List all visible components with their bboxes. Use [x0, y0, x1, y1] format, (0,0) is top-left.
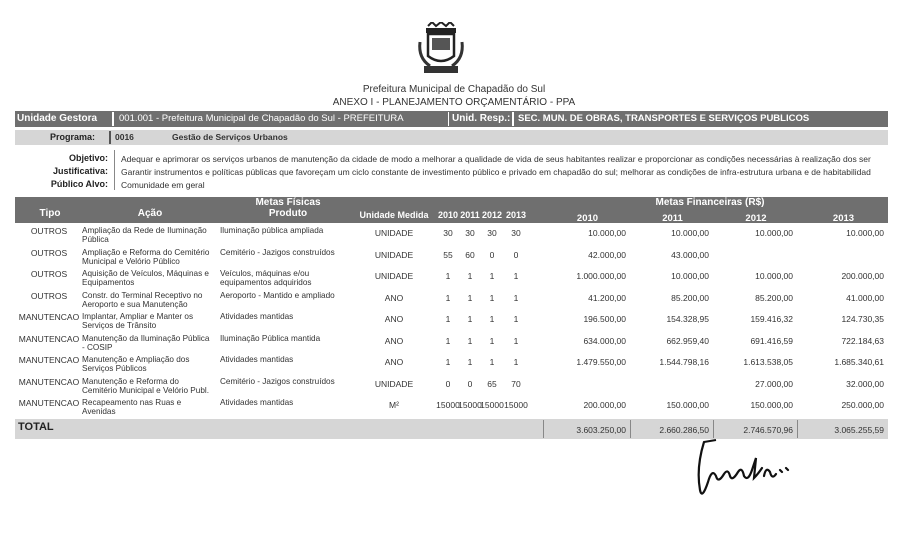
divider [448, 112, 449, 126]
tipo-cell: OUTROS [30, 247, 68, 258]
unidade-cell: ANO [384, 314, 404, 324]
acao-cell [82, 398, 181, 416]
total-divider [543, 420, 544, 438]
fis-value: 1 [489, 314, 495, 324]
program-code: 0016 [115, 132, 134, 142]
acao-line: Municipal e Velório Público [82, 256, 180, 266]
fin-value: 1.544.798,16 [659, 357, 709, 367]
program-bar [15, 130, 888, 145]
acao-cell [82, 226, 207, 244]
fis-value: 30 [511, 228, 521, 238]
col-tipo: Tipo [39, 208, 61, 219]
total-divider [630, 420, 631, 438]
fis-value: 0 [489, 249, 495, 260]
acao-cell [82, 334, 209, 352]
unidade-cell: UNIDADE [374, 271, 414, 281]
acao-line: Ampliação e Reforma do Cemitério [82, 247, 210, 257]
fis-value: 1 [489, 335, 495, 346]
fis-value: 15000 [504, 400, 528, 410]
acao-line: - COSIP [82, 342, 113, 352]
fin-value: 200.000,00 [583, 400, 626, 410]
col-fin-year: 2013 [832, 213, 855, 224]
col-fin-year: 2011 [662, 213, 683, 224]
tipo-cell: MANUTENCAO [18, 355, 80, 365]
produto-cell [220, 248, 335, 257]
fin-value: 1.685.340,61 [834, 357, 884, 367]
acao-cell [82, 355, 189, 373]
tipo-cell: MANUTENCAO [18, 376, 80, 387]
fin-value: 662.959,40 [666, 335, 709, 346]
fis-value: 15000 [436, 400, 460, 410]
fis-value: 60 [465, 249, 475, 260]
document-title: ANEXO I - PLANEJAMENTO ORÇAMENTÁRIO - PPA [332, 97, 576, 108]
tipo-cell: OUTROS [30, 290, 68, 301]
col-fis-year: 2011 [460, 210, 480, 220]
fis-value: 1 [445, 357, 451, 367]
total-divider [713, 420, 714, 438]
table-row [0, 312, 908, 334]
fis-value: 55 [443, 249, 453, 260]
bracket-mark [512, 112, 514, 126]
col-fis-year: 2010 [437, 210, 459, 220]
produto-line: equipamentos adquiridos [220, 278, 312, 287]
acao-line: Manutenção da Iluminação Pública [82, 333, 210, 343]
fin-value: 1.479.550,00 [576, 357, 626, 367]
fis-value: 30 [487, 228, 497, 238]
acao-line: Serviços de Trânsito [82, 321, 157, 330]
fis-value: 30 [465, 228, 475, 238]
tipo-cell: OUTROS [30, 269, 68, 279]
produto-line: Atividades mantidas [220, 355, 294, 364]
fin-value: 722.184,63 [841, 335, 884, 346]
fis-value: 1 [489, 292, 495, 303]
fin-value: 124.730,35 [841, 314, 884, 324]
produto-line: Veículos, máquinas e/ou [220, 269, 310, 278]
fis-value: 15000 [480, 400, 504, 410]
fin-value: 43.000,00 [671, 249, 709, 260]
produto-cell [220, 334, 320, 343]
acao-line: Constr. do Terminal Receptivo no [82, 290, 203, 300]
total-label: TOTAL [18, 421, 54, 433]
table-row [0, 355, 908, 377]
fis-value: 1 [513, 314, 519, 324]
fis-value: 1 [489, 357, 495, 367]
col-unidade: Unidade Medida [359, 210, 429, 220]
program-label: Programa: [49, 132, 95, 142]
signature-icon [686, 438, 796, 508]
info-divider [114, 150, 115, 190]
unidade-cell: ANO [384, 357, 404, 367]
fin-value: 10.000,00 [588, 228, 626, 238]
fis-value: 0 [445, 378, 451, 389]
fis-value: 1 [467, 357, 473, 367]
unidade-cell: ANO [384, 335, 404, 346]
acao-line: Cemitério Municipal e Velório Publ. [82, 385, 209, 395]
gestora-value: 001.001 - Prefeitura Municipal de Chapadão do Sul - PREFEITURA [119, 113, 404, 124]
fin-value: 10.000,00 [671, 228, 709, 238]
fin-value: 10.000,00 [755, 228, 793, 238]
total-value: 3.603.250,00 [576, 425, 626, 435]
fis-value: 0 [467, 378, 473, 389]
publico-text: Comunidade em geral [121, 180, 205, 190]
fin-value: 10.000,00 [755, 271, 793, 281]
acao-cell [82, 248, 209, 266]
fin-value: 634.000,00 [583, 335, 626, 346]
col-fin-year: 2012 [745, 213, 767, 224]
table-row [0, 334, 908, 356]
fin-value: 10.000,00 [846, 228, 884, 238]
acao-line: Pública [82, 235, 109, 244]
tipo-cell: MANUTENCAO [18, 312, 80, 322]
fis-value: 1 [467, 292, 473, 303]
col-fis-year: 2012 [481, 210, 503, 220]
produto-cell [220, 355, 293, 364]
fin-value: 85.200,00 [755, 292, 793, 303]
total-value: 2.660.286,50 [659, 425, 709, 435]
fis-value: 1 [467, 335, 473, 346]
fin-value: 41.200,00 [588, 292, 626, 303]
table-row [0, 269, 908, 291]
fis-value: 70 [511, 378, 521, 389]
produto-cell [220, 377, 335, 386]
table-row [0, 398, 908, 420]
produto-line: Cemitério - Jazigos construídos [220, 247, 335, 257]
fin-value: 154.328,95 [666, 314, 709, 324]
objetivo-label: Objetivo: [68, 153, 108, 163]
justificativa-text: Garantir instrumentos e políticas públicas que favoreçam um ciclo constante de investimento público e privado em chapadão do sul; melhorar as condições de infra-estrutura urbana e de habitabilidad [121, 167, 871, 177]
fin-value: 150.000,00 [750, 400, 793, 410]
produto-cell [220, 291, 335, 300]
fis-value: 1 [467, 314, 473, 324]
produto-line: Atividades mantidas [220, 312, 294, 321]
fin-value: 41.000,00 [846, 292, 884, 303]
produto-line: Cemitério - Jazigos construídos [220, 376, 335, 386]
table-row [0, 226, 908, 248]
fis-value: 1 [445, 335, 451, 346]
fis-value: 30 [443, 228, 453, 238]
acao-cell [82, 269, 209, 287]
fis-value: 1 [513, 357, 519, 367]
produto-line: Aeroporto - Mantido e ampliado [220, 290, 335, 300]
acao-line: Aquisição de Veículos, Máquinas e [82, 269, 209, 278]
resp-label: Unid. Resp.: [452, 113, 511, 124]
unidade-cell: M² [389, 400, 399, 410]
produto-cell [220, 312, 293, 321]
fin-value: 32.000,00 [846, 378, 884, 389]
acao-line: Equipamentos [82, 278, 135, 287]
fis-value: 1 [513, 271, 519, 281]
fin-value: 42.000,00 [588, 249, 626, 260]
acao-cell [82, 312, 193, 330]
col-produto: Produto [268, 208, 308, 219]
col-acao: Ação [137, 208, 163, 219]
fis-value: 1 [513, 292, 519, 303]
fin-value: 196.500,00 [583, 314, 626, 324]
table-row [0, 248, 908, 270]
fin-value: 27.000,00 [755, 378, 793, 389]
program-name: Gestão de Serviços Urbanos [172, 132, 288, 142]
fin-value: 250.000,00 [841, 400, 884, 410]
fis-value: 0 [513, 249, 519, 260]
bracket-mark [112, 112, 114, 126]
acao-line: Ampliação da Rede de Iluminação [82, 226, 207, 235]
acao-cell [82, 291, 202, 309]
acao-line: Avenidas [82, 407, 116, 416]
unidade-cell: UNIDADE [374, 249, 414, 260]
col-fin-year: 2010 [576, 213, 599, 224]
fin-value: 159.416,32 [750, 314, 793, 324]
produto-cell [220, 398, 293, 407]
acao-line: Serviços Públicos [82, 364, 147, 373]
objetivo-text: Adequar e aprimorar os serviços urbanos de manutenção da cidade de modo a melhorar a qualidade de vida de seus habitantes realizar e proporcionar as condições necessárias à realização dos ser [121, 154, 871, 164]
fin-value: 1.613.538,05 [743, 357, 793, 367]
unidade-cell: UNIDADE [374, 378, 414, 389]
produto-line: Atividades mantidas [220, 398, 294, 407]
total-value: 2.746.570,96 [743, 425, 793, 435]
publico-label: Público Alvo: [50, 179, 108, 189]
unidade-cell: UNIDADE [374, 228, 414, 238]
table-row [0, 291, 908, 313]
produto-cell [220, 269, 312, 287]
produto-line: Iluminação Pública mantida [220, 333, 321, 343]
fis-value: 1 [467, 271, 473, 281]
group-financeiras: Metas Financeiras (R$) [655, 197, 765, 208]
fis-value: 1 [445, 271, 451, 281]
justificativa-label: Justificativa: [52, 166, 108, 176]
fis-value: 1 [513, 335, 519, 346]
produto-line: Iluminação pública ampliada [220, 226, 324, 235]
total-divider [797, 420, 798, 438]
bracket-mark [109, 131, 111, 144]
fin-value: 1.000.000,00 [576, 271, 626, 281]
acao-line: Manutenção e Ampliação dos [82, 355, 190, 364]
col-fis-year: 2013 [505, 210, 527, 220]
table-row [0, 377, 908, 399]
fin-value: 85.200,00 [671, 292, 709, 303]
org-name: Prefeitura Municipal de Chapadão do Sul [362, 84, 546, 95]
unit-bar [15, 111, 888, 127]
acao-line: Implantar, Ampliar e Manter os [82, 312, 194, 321]
fin-value: 150.000,00 [666, 400, 709, 410]
produto-cell [220, 226, 323, 235]
fis-value: 1 [489, 271, 495, 281]
acao-line: Recapeamento nas Ruas e [82, 398, 182, 407]
total-value: 3.065.255,59 [834, 425, 884, 435]
resp-value: SEC. MUN. DE OBRAS, TRANSPORTES E SERVIÇOS PUBLICOS [518, 113, 810, 124]
group-fisicas: Metas Físicas [255, 197, 321, 208]
fin-value: 200.000,00 [841, 271, 884, 281]
fin-value: 691.416,59 [750, 335, 793, 346]
fis-value: 1 [445, 292, 451, 303]
fis-value: 65 [487, 378, 497, 389]
tipo-cell: OUTROS [30, 226, 68, 236]
fis-value: 15000 [458, 400, 482, 410]
fis-value: 1 [445, 314, 451, 324]
fin-value: 10.000,00 [671, 271, 709, 281]
tipo-cell: MANUTENCAO [18, 333, 80, 344]
acao-cell [82, 377, 209, 395]
tipo-cell: MANUTENCAO [18, 398, 80, 408]
acao-line: Manutenção e Reforma do [82, 376, 179, 386]
acao-line: Aeroporto e sua Manutenção [82, 299, 188, 309]
municipal-seal-icon [416, 22, 466, 78]
gestora-label: Unidade Gestora [17, 113, 98, 124]
unidade-cell: ANO [384, 292, 404, 303]
